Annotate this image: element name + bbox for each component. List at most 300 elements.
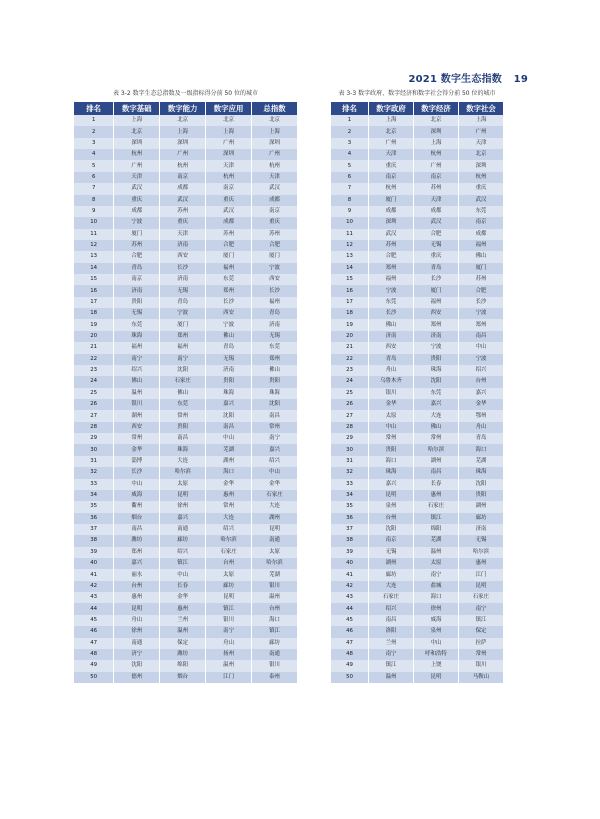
table-row [74, 160, 298, 171]
city-cell: 成都 [114, 206, 160, 217]
city-cell: 佛山 [160, 388, 206, 399]
city-cell: 烟台 [160, 672, 206, 683]
city-cell: 贵阳 [206, 376, 252, 387]
city-cell: 南宁 [369, 649, 414, 660]
rank-cell: 40 [331, 558, 369, 569]
column-header: 总指数 [252, 102, 298, 115]
table-row [331, 399, 504, 410]
table-row [74, 172, 298, 183]
city-cell: 湖州 [414, 456, 459, 467]
city-cell: 温州 [414, 547, 459, 558]
city-cell: 太原 [369, 410, 414, 421]
rank-cell: 37 [331, 524, 369, 535]
city-cell: 佛山 [114, 376, 160, 387]
city-cell: 长沙 [252, 285, 298, 296]
table-row [331, 115, 504, 126]
city-cell: 石家庄 [160, 376, 206, 387]
city-cell: 西安 [414, 308, 459, 319]
city-cell: 嘉兴 [414, 399, 459, 410]
table-row [331, 569, 504, 580]
city-cell: 廊坊 [206, 581, 252, 592]
city-cell: 佛山 [252, 365, 298, 376]
city-cell: 杭州 [160, 160, 206, 171]
city-cell: 石家庄 [369, 592, 414, 603]
table-row [74, 365, 298, 376]
city-cell: 惠州 [114, 592, 160, 603]
city-cell: 宁波 [114, 217, 160, 228]
city-cell: 西安 [206, 308, 252, 319]
city-cell: 镇江 [252, 626, 298, 637]
table-row [74, 206, 298, 217]
rank-cell: 43 [331, 592, 369, 603]
city-cell: 常州 [114, 433, 160, 444]
rank-cell: 14 [74, 263, 114, 274]
city-cell: 威海 [414, 615, 459, 626]
table-row [74, 558, 298, 569]
city-cell: 昆明 [206, 592, 252, 603]
city-cell: 广州 [160, 149, 206, 160]
rank-cell: 36 [331, 513, 369, 524]
rank-cell: 3 [331, 138, 369, 149]
city-cell: 北京 [414, 115, 459, 126]
rank-cell: 34 [74, 490, 114, 501]
city-cell: 长沙 [369, 308, 414, 319]
city-cell: 北京 [369, 126, 414, 137]
city-cell: 杭州 [206, 172, 252, 183]
city-cell: 金华 [458, 399, 503, 410]
city-cell: 南宁 [206, 626, 252, 637]
city-cell: 沈阳 [414, 376, 459, 387]
table-row [331, 558, 504, 569]
city-cell: 合肥 [369, 251, 414, 262]
city-cell: 洛阳 [369, 626, 414, 637]
city-cell: 贵阳 [160, 422, 206, 433]
city-cell: 南通 [160, 524, 206, 535]
city-cell: 德州 [114, 672, 160, 683]
city-cell: 金华 [369, 399, 414, 410]
city-cell: 上海 [252, 126, 298, 137]
rank-cell: 50 [331, 672, 369, 683]
city-cell: 无锡 [458, 535, 503, 546]
city-cell: 北京 [114, 126, 160, 137]
rank-cell: 44 [74, 603, 114, 614]
rank-cell: 43 [74, 592, 114, 603]
city-cell: 芜湖 [252, 569, 298, 580]
table-row [74, 479, 298, 490]
city-cell: 苏州 [458, 274, 503, 285]
table-row [331, 138, 504, 149]
city-cell: 常州 [206, 501, 252, 512]
city-cell: 南京 [458, 217, 503, 228]
city-cell: 东莞 [252, 342, 298, 353]
city-cell: 南昌 [458, 331, 503, 342]
table-row [74, 490, 298, 501]
table-row [331, 467, 504, 478]
city-cell: 大连 [206, 513, 252, 524]
table-row [331, 342, 504, 353]
rank-cell: 4 [74, 149, 114, 160]
right-ranking-table [330, 102, 504, 683]
city-cell: 兰州 [160, 615, 206, 626]
rank-cell: 20 [331, 331, 369, 342]
page-header [408, 70, 528, 85]
city-cell: 合肥 [206, 240, 252, 251]
city-cell: 青岛 [114, 263, 160, 274]
city-cell: 哈尔滨 [160, 467, 206, 478]
city-cell: 威海 [114, 490, 160, 501]
city-cell: 成都 [458, 229, 503, 240]
column-header: 数字经济 [414, 102, 459, 115]
city-cell: 惠州 [160, 603, 206, 614]
city-cell: 昆明 [458, 581, 503, 592]
city-cell: 郑州 [252, 354, 298, 365]
city-cell: 大连 [252, 501, 298, 512]
rank-cell: 24 [74, 376, 114, 387]
city-cell: 中山 [206, 433, 252, 444]
city-cell: 郑州 [458, 319, 503, 330]
city-cell: 银川 [369, 388, 414, 399]
rank-cell: 45 [74, 615, 114, 626]
city-cell: 珠海 [414, 365, 459, 376]
rank-cell: 35 [74, 501, 114, 512]
city-cell: 海口 [252, 615, 298, 626]
city-cell: 金华 [160, 592, 206, 603]
city-cell: 北京 [160, 115, 206, 126]
table-row [331, 626, 504, 637]
table-row [74, 331, 298, 342]
city-cell: 厦门 [160, 319, 206, 330]
rank-cell: 1 [331, 115, 369, 126]
table-row [74, 672, 298, 683]
table-row [74, 399, 298, 410]
city-cell: 长春 [414, 479, 459, 490]
city-cell: 南宁 [252, 433, 298, 444]
city-cell: 昆明 [114, 603, 160, 614]
city-cell: 嘉兴 [114, 558, 160, 569]
table-row [331, 456, 504, 467]
city-cell: 佛山 [206, 331, 252, 342]
city-cell: 东莞 [206, 274, 252, 285]
rank-cell: 6 [331, 172, 369, 183]
city-cell: 厦门 [369, 195, 414, 206]
rank-cell: 13 [331, 251, 369, 262]
city-cell: 成都 [414, 206, 459, 217]
table-row [331, 240, 504, 251]
city-cell: 镇江 [414, 513, 459, 524]
table-row [74, 626, 298, 637]
city-cell: 济南 [206, 365, 252, 376]
rank-cell: 17 [74, 297, 114, 308]
city-cell: 台州 [114, 581, 160, 592]
city-cell: 佛山 [458, 251, 503, 262]
table-row [74, 354, 298, 365]
table-row [74, 433, 298, 444]
table-row [331, 126, 504, 137]
city-cell: 哈尔滨 [252, 558, 298, 569]
city-cell: 深圳 [114, 138, 160, 149]
rank-cell: 29 [74, 433, 114, 444]
city-cell: 重庆 [114, 195, 160, 206]
city-cell: 昆明 [369, 490, 414, 501]
city-cell: 佛山 [414, 422, 459, 433]
table-row [331, 444, 504, 455]
table-row [331, 149, 504, 160]
city-cell: 广州 [206, 138, 252, 149]
rank-cell: 33 [331, 479, 369, 490]
city-cell: 石家庄 [206, 547, 252, 558]
city-cell: 湖州 [458, 501, 503, 512]
table-row [331, 581, 504, 592]
left-ranking-table [73, 102, 298, 683]
city-cell: 福州 [206, 263, 252, 274]
city-cell: 宁波 [458, 308, 503, 319]
city-cell: 惠州 [458, 558, 503, 569]
city-cell: 金华 [114, 444, 160, 455]
city-cell: 绍兴 [160, 547, 206, 558]
city-cell: 舟山 [206, 638, 252, 649]
city-cell: 廊坊 [369, 569, 414, 580]
city-cell: 天津 [114, 172, 160, 183]
city-cell: 沈阳 [458, 479, 503, 490]
city-cell: 南宁 [160, 354, 206, 365]
table-row [74, 603, 298, 614]
city-cell: 南京 [414, 172, 459, 183]
city-cell: 惠州 [206, 490, 252, 501]
table-row [331, 160, 504, 171]
city-cell: 保定 [458, 626, 503, 637]
city-cell: 中山 [369, 422, 414, 433]
city-cell: 常州 [252, 422, 298, 433]
city-cell: 无锡 [114, 308, 160, 319]
table-row [331, 229, 504, 240]
city-cell: 徐州 [114, 626, 160, 637]
city-cell: 湖州 [369, 558, 414, 569]
city-cell: 珠海 [160, 444, 206, 455]
city-cell: 南宁 [414, 569, 459, 580]
rank-cell: 37 [74, 524, 114, 535]
city-cell: 青岛 [458, 433, 503, 444]
city-cell: 绵阳 [414, 524, 459, 535]
city-cell: 深圳 [252, 138, 298, 149]
city-cell: 东莞 [458, 206, 503, 217]
city-cell: 西安 [252, 274, 298, 285]
city-cell: 镇江 [206, 603, 252, 614]
city-cell: 武汉 [114, 183, 160, 194]
city-cell: 广州 [114, 160, 160, 171]
city-cell: 长沙 [458, 297, 503, 308]
city-cell: 成都 [160, 183, 206, 194]
city-cell: 成都 [369, 206, 414, 217]
table-row [331, 649, 504, 660]
table-row [74, 615, 298, 626]
table-row [74, 126, 298, 137]
city-cell: 台州 [206, 558, 252, 569]
city-cell: 郑州 [160, 331, 206, 342]
city-cell: 潍坊 [114, 535, 160, 546]
city-cell: 石家庄 [414, 501, 459, 512]
city-cell: 嘉兴 [160, 513, 206, 524]
city-cell: 青岛 [160, 297, 206, 308]
rank-cell: 38 [331, 535, 369, 546]
city-cell: 成都 [252, 195, 298, 206]
city-cell: 贵阳 [414, 354, 459, 365]
city-cell: 银川 [114, 399, 160, 410]
table-row [331, 274, 504, 285]
city-cell: 廊坊 [252, 638, 298, 649]
column-header: 数字基础 [114, 102, 160, 115]
city-cell: 中山 [414, 638, 459, 649]
rank-cell: 47 [331, 638, 369, 649]
city-cell: 中山 [458, 342, 503, 353]
city-cell: 绵阳 [160, 660, 206, 671]
city-cell: 沈阳 [160, 365, 206, 376]
column-header: 数字能力 [160, 102, 206, 115]
rank-cell: 19 [331, 319, 369, 330]
rank-cell: 42 [331, 581, 369, 592]
rank-cell: 32 [331, 467, 369, 478]
rank-cell: 41 [331, 569, 369, 580]
city-cell: 上海 [458, 115, 503, 126]
city-cell: 深圳 [206, 149, 252, 160]
city-cell: 武汉 [414, 217, 459, 228]
table-row [74, 217, 298, 228]
city-cell: 上海 [160, 126, 206, 137]
city-cell: 南京 [160, 172, 206, 183]
city-cell: 舟山 [458, 422, 503, 433]
column-header: 排名 [74, 102, 114, 115]
city-cell: 杭州 [252, 160, 298, 171]
city-cell: 南昌 [160, 433, 206, 444]
rank-cell: 17 [331, 297, 369, 308]
city-cell: 珠海 [114, 331, 160, 342]
rank-cell: 10 [331, 217, 369, 228]
city-cell: 哈尔滨 [458, 547, 503, 558]
city-cell: 海口 [458, 444, 503, 455]
city-cell: 福州 [160, 342, 206, 353]
city-cell: 哈尔滨 [414, 444, 459, 455]
table-row [74, 115, 298, 126]
city-cell: 大连 [160, 456, 206, 467]
city-cell: 淄博 [114, 456, 160, 467]
table-row [74, 342, 298, 353]
rank-cell: 9 [331, 206, 369, 217]
city-cell: 青岛 [369, 354, 414, 365]
city-cell: 沈阳 [369, 524, 414, 535]
rank-cell: 30 [331, 444, 369, 455]
rank-cell: 46 [331, 626, 369, 637]
left-table-section [73, 88, 298, 683]
city-cell: 东莞 [160, 399, 206, 410]
column-header: 排名 [331, 102, 369, 115]
city-cell: 天津 [369, 149, 414, 160]
table-row [331, 490, 504, 501]
rank-cell: 19 [74, 319, 114, 330]
city-cell: 常州 [369, 433, 414, 444]
table-row [74, 467, 298, 478]
table-row [74, 251, 298, 262]
table-row [74, 444, 298, 455]
city-cell: 武汉 [160, 195, 206, 206]
city-cell: 福州 [369, 274, 414, 285]
table-row [74, 308, 298, 319]
city-cell: 天津 [458, 138, 503, 149]
table-row [331, 251, 504, 262]
city-cell: 温州 [206, 660, 252, 671]
table-row [331, 479, 504, 490]
city-cell: 上海 [369, 115, 414, 126]
city-cell: 郑州 [414, 319, 459, 330]
rank-cell: 24 [331, 376, 369, 387]
left-table-caption: 表 3-2 数字生态总指数及一级指标得分前 50 位的城市 [112, 90, 259, 97]
city-cell: 盐城 [414, 581, 459, 592]
column-header: 数字应用 [206, 102, 252, 115]
city-cell: 台州 [252, 603, 298, 614]
rank-cell: 9 [74, 206, 114, 217]
rank-cell: 27 [74, 410, 114, 421]
city-cell: 镇江 [458, 615, 503, 626]
table-row [74, 376, 298, 387]
city-cell: 镇江 [369, 660, 414, 671]
rank-cell: 40 [74, 558, 114, 569]
table-row [74, 138, 298, 149]
city-cell: 银川 [458, 660, 503, 671]
city-cell: 太原 [252, 547, 298, 558]
city-cell: 重庆 [206, 195, 252, 206]
city-cell: 合肥 [252, 240, 298, 251]
table-row [74, 274, 298, 285]
rank-cell: 47 [74, 638, 114, 649]
rank-cell: 50 [74, 672, 114, 683]
rank-cell: 33 [74, 479, 114, 490]
city-cell: 温州 [369, 672, 414, 683]
rank-cell: 8 [74, 195, 114, 206]
table-row [74, 569, 298, 580]
city-cell: 西安 [114, 422, 160, 433]
city-cell: 合肥 [114, 251, 160, 262]
table-row [331, 535, 504, 546]
city-cell: 南通 [252, 535, 298, 546]
city-cell: 南宁 [458, 603, 503, 614]
city-cell: 绍兴 [206, 524, 252, 535]
table-row [331, 388, 504, 399]
rank-cell: 16 [331, 285, 369, 296]
city-cell: 呼和浩特 [414, 649, 459, 660]
table-row [331, 263, 504, 274]
city-cell: 舟山 [114, 615, 160, 626]
city-cell: 宁波 [252, 263, 298, 274]
table-row [331, 217, 504, 228]
city-cell: 湖州 [114, 410, 160, 421]
city-cell: 银川 [252, 581, 298, 592]
city-cell: 上海 [206, 126, 252, 137]
table-row [331, 183, 504, 194]
table-row [74, 183, 298, 194]
city-cell: 银川 [206, 615, 252, 626]
city-cell: 苏州 [252, 229, 298, 240]
city-cell: 珠海 [252, 388, 298, 399]
city-cell: 沈阳 [114, 660, 160, 671]
column-header: 数字社会 [458, 102, 503, 115]
city-cell: 兰州 [369, 638, 414, 649]
city-cell: 海口 [206, 467, 252, 478]
rank-cell: 26 [74, 399, 114, 410]
city-cell: 石家庄 [458, 592, 503, 603]
rank-cell: 48 [331, 649, 369, 660]
city-cell: 银川 [252, 660, 298, 671]
table-row [331, 354, 504, 365]
rank-cell: 32 [74, 467, 114, 478]
city-cell: 宁波 [206, 319, 252, 330]
